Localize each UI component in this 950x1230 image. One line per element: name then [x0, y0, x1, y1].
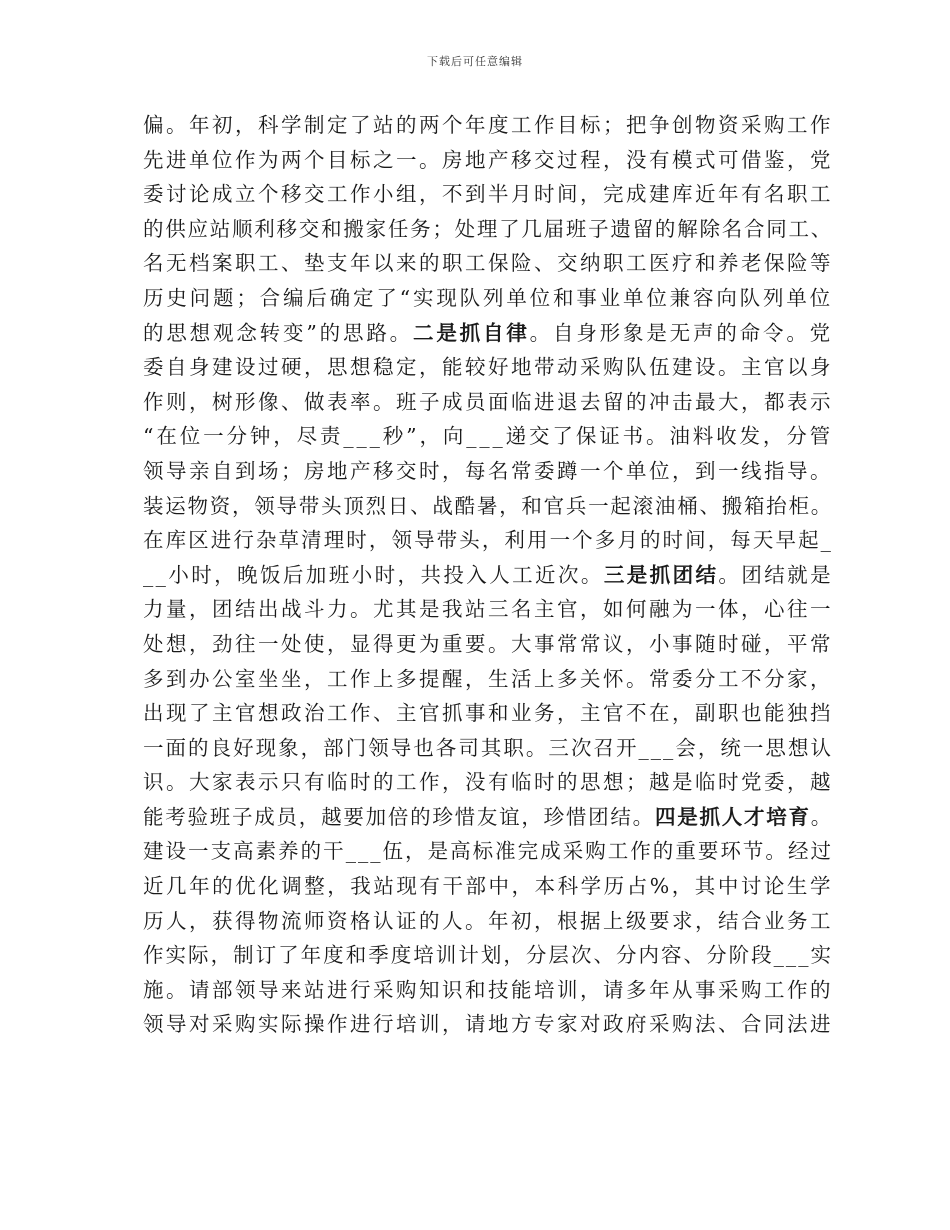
body-text-run: 作则，树形像、做表率。班子成员面临进退去留的冲击最大，都表示 [143, 389, 833, 414]
bold-heading-text: 三是抓团结 [603, 562, 719, 587]
body-text-run: 出现了主官想政治工作、主官抓事和业务，主官不在，副职也能独挡 [143, 701, 833, 726]
body-text-run: 近几年的优化调整，我站现有干部中，本科学历占%，其中讨论生学 [143, 874, 833, 899]
text-line [143, 350, 833, 385]
body-text-run: 建设一支高素养的干___伍，是高标准完成采购工作的重要环节。经过 [143, 839, 833, 864]
text-line [143, 973, 833, 1008]
text-line [143, 869, 833, 904]
body-text-run: 领导对采购实际操作进行培训，请地方专家对政府采购法、合同法进 [143, 1012, 833, 1037]
body-text-run: 的供应站顺利移交和搬家任务；处理了几届班子遗留的解除名合同工、 [143, 216, 833, 241]
text-line [143, 143, 833, 178]
body-text-run: 装运物资，领导带头顶烈日、战酷暑，和官兵一起滚油桶、搬箱抬柜。 [143, 493, 833, 518]
text-line [143, 454, 833, 489]
text-line [143, 765, 833, 800]
body-text-run: 。 [810, 804, 833, 829]
body-text-run: 的思想观念转变”的思路。 [143, 320, 413, 345]
body-text-run: __小时，晚饭后加班小时，共投入人工近次。 [143, 562, 604, 587]
text-line [143, 834, 833, 869]
body-text-run: 多到办公室坐坐，工作上多提醒，生活上多关怀。常委分工不分家， [143, 666, 833, 691]
text-line [143, 316, 833, 351]
text-line [143, 419, 833, 454]
body-text-run: 领导亲自到场；房地产移交时，每名常委蹲一个单位，到一线指导。 [143, 458, 833, 483]
document-body [143, 108, 833, 1042]
body-text-run: 在库区进行杂草清理时，领导带头，利用一个多月的时间，每天早起_ [143, 528, 833, 553]
body-text-run: 委讨论成立个移交工作小组，不到半月时间，完成建库近年有名职工 [143, 182, 833, 207]
body-text-run: “在位一分钟，尽责___秒”，向___递交了保证书。油料收发，分管 [143, 424, 833, 449]
text-line [143, 592, 833, 627]
text-line [143, 489, 833, 524]
body-text-run: 能考验班子成员，越要加倍的珍惜友谊，珍惜团结。 [143, 804, 655, 829]
text-line [143, 731, 833, 766]
body-text-run: 。自身形象是无声的命令。党 [529, 320, 833, 345]
body-text-run: 一面的良好现象，部门领导也各司其职。三次召开___会，统一思想认 [143, 735, 833, 760]
text-line [143, 904, 833, 939]
text-line [143, 212, 833, 247]
body-text-run: 偏。年初，科学制定了站的两个年度工作目标；把争创物资采购工作 [143, 113, 833, 137]
body-text-run: 力量，团结出战斗力。尤其是我站三名主官，如何融为一体，心往一 [143, 597, 833, 622]
text-line [143, 246, 833, 281]
text-line [143, 523, 833, 558]
text-line [143, 938, 833, 973]
body-text-run: 名无档案职工、垫支年以来的职工保险、交纳职工医疗和养老保险等 [143, 251, 833, 276]
text-line [143, 800, 833, 835]
body-text-run: 识。大家表示只有临时的工作，没有临时的思想；越是临时党委，越 [143, 770, 833, 795]
page-header: 下载后可任意编辑 [427, 55, 523, 68]
text-line [143, 385, 833, 420]
body-text-run: 历人，获得物流师资格认证的人。年初，根据上级要求，结合业务工 [143, 908, 833, 933]
bold-heading-text: 四是抓人才培育 [654, 804, 811, 829]
bold-heading-text: 二是抓自律 [413, 320, 530, 345]
body-text-run: 先进单位作为两个目标之一。房地产移交过程，没有模式可借鉴，党 [143, 147, 833, 172]
body-text-run: 历史问题；合编后确定了“实现队列单位和事业单位兼容向队列单位 [143, 285, 833, 310]
body-text-run: 。团结就是 [718, 562, 833, 587]
body-text-run: 处想，劲往一处使，显得更为重要。大事常常议，小事随时碰，平常 [143, 631, 833, 656]
text-line [143, 627, 833, 662]
body-text-run: 作实际，制订了年度和季度培训计划，分层次、分内容、分阶段___实 [143, 943, 833, 968]
text-line [143, 662, 833, 697]
text-line [143, 1007, 833, 1042]
text-line [143, 696, 833, 731]
body-text-run: 委自身建设过硬，思想稳定，能较好地带动采购队伍建设。主官以身 [143, 355, 833, 380]
text-line [143, 558, 833, 593]
text-line [143, 108, 833, 143]
body-text-run: 施。请部领导来站进行采购知识和技能培训，请多年从事采购工作的 [143, 977, 833, 1002]
text-line [143, 281, 833, 316]
text-line [143, 177, 833, 212]
